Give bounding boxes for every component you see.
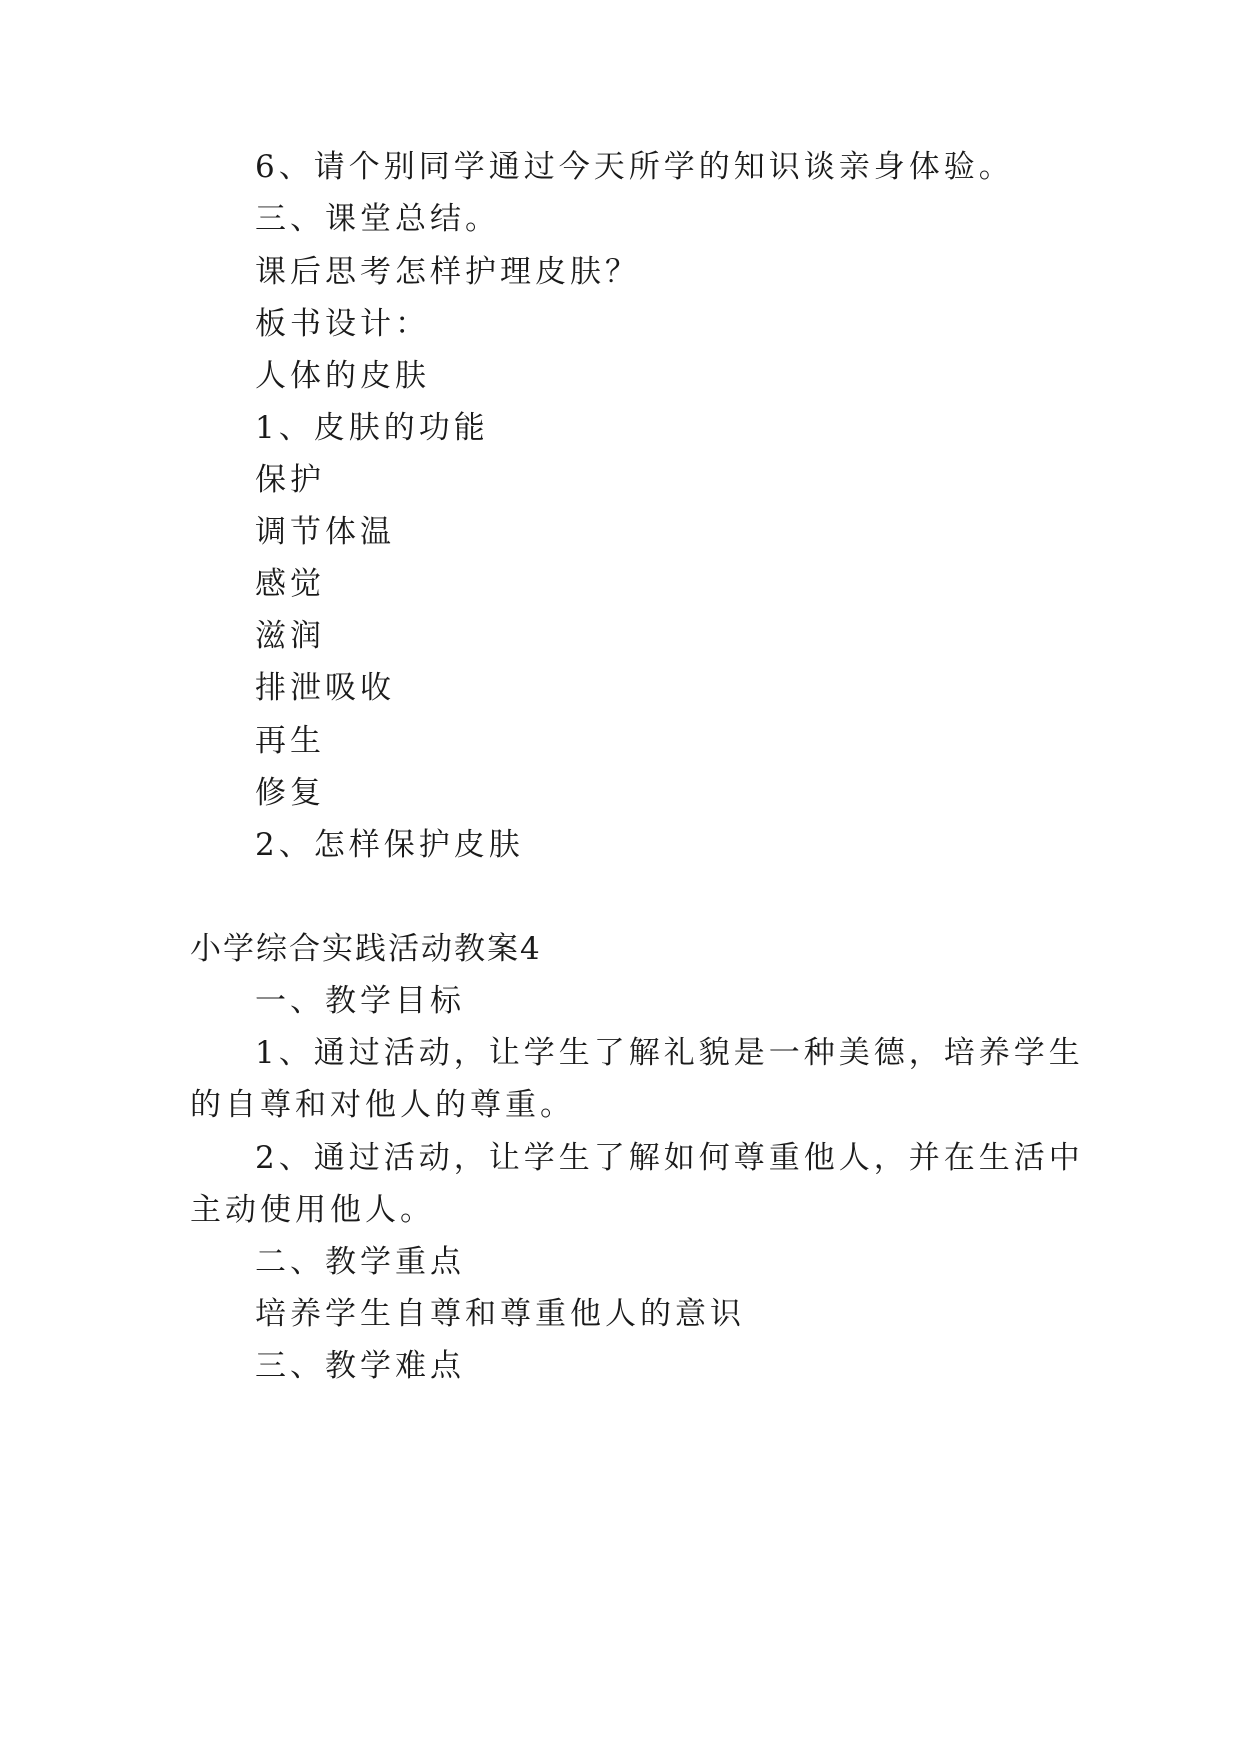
homework-question: 课后思考怎样护理皮肤？ xyxy=(255,254,640,290)
board-design-heading: 板书设计： xyxy=(255,306,430,342)
function-item: 再生 xyxy=(255,723,325,759)
function-item: 保护 xyxy=(255,462,325,498)
function-item: 调节体温 xyxy=(255,514,395,550)
goal-heading: 一、教学目标 xyxy=(255,983,465,1019)
goal-1-line-1: 1、通过活动，让学生了解礼貌是一种美德，培养学生 xyxy=(255,1035,1084,1071)
difficulty-heading: 三、教学难点 xyxy=(255,1348,465,1384)
board-title: 人体的皮肤 xyxy=(255,358,430,394)
summary-heading: 三、课堂总结。 xyxy=(255,201,500,237)
function-item: 修复 xyxy=(255,775,325,811)
goal-2-line-2: 主动使用他人。 xyxy=(190,1192,435,1228)
function-heading: 1、皮肤的功能 xyxy=(255,410,489,446)
goal-1-line-2: 的自尊和对他人的尊重。 xyxy=(190,1087,575,1123)
protect-heading: 2、怎样保护皮肤 xyxy=(255,827,524,863)
goal-2-line-1: 2、通过活动，让学生了解如何尊重他人，并在生活中 xyxy=(255,1140,1084,1176)
function-item: 排泄吸收 xyxy=(255,670,395,706)
function-item: 滋润 xyxy=(255,618,325,654)
key-point-heading: 二、教学重点 xyxy=(255,1244,465,1280)
key-point-text: 培养学生自尊和尊重他人的意识 xyxy=(255,1296,745,1332)
step-6-text: 6、请个别同学通过今天所学的知识谈亲身体验。 xyxy=(255,149,1014,185)
function-item: 感觉 xyxy=(255,566,325,602)
lesson-plan-title: 小学综合实践活动教案4 xyxy=(190,931,542,967)
